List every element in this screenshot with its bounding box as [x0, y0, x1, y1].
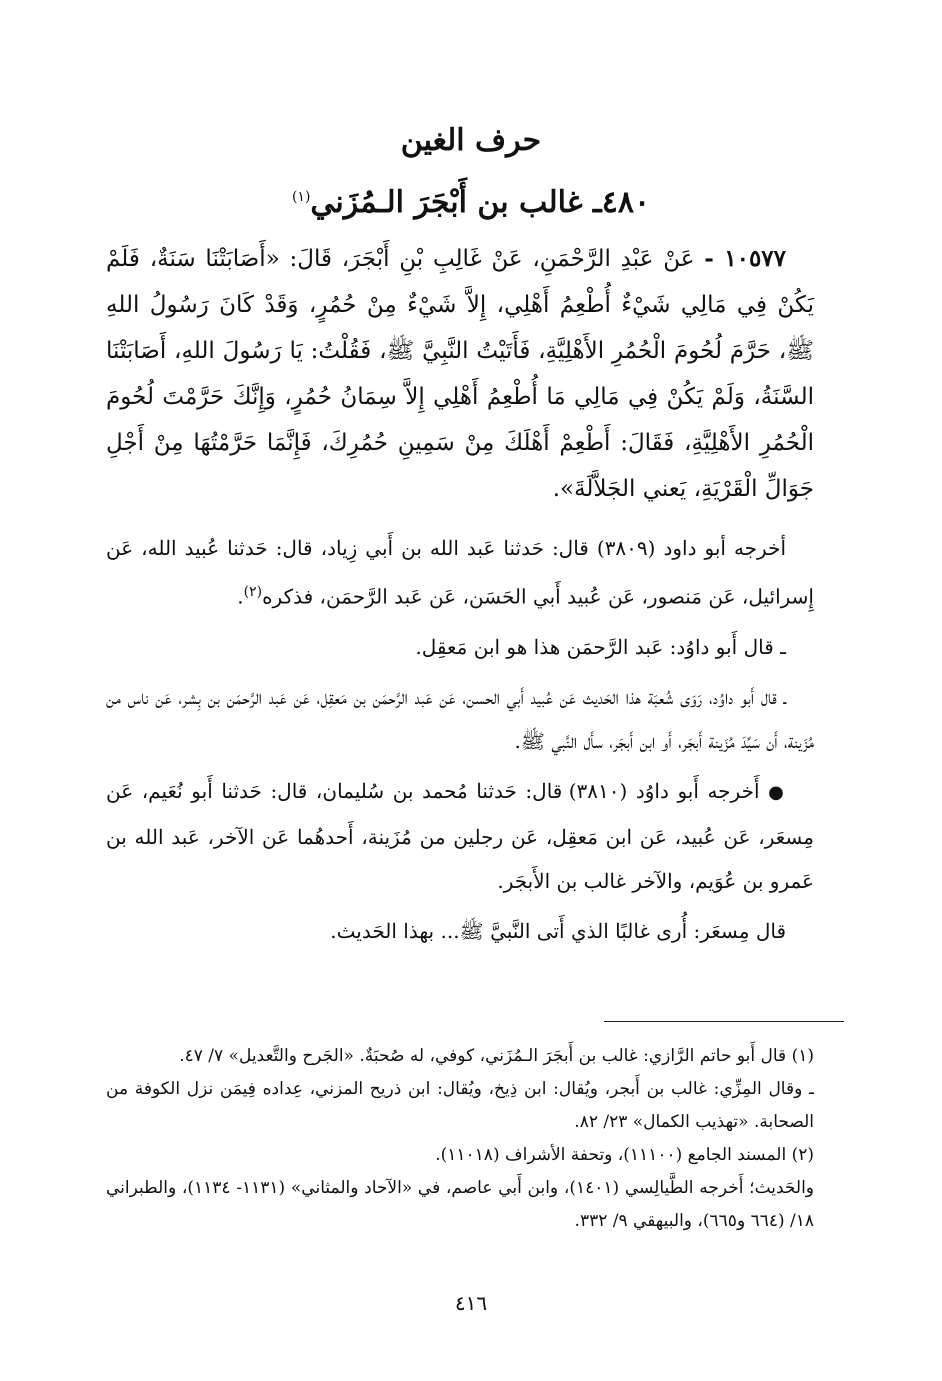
footnote-1-continued: ـ وقال المِزِّي: غالب بن أَبجر، ويُقال: ابن ذِيخ، ويُقال: ابن ذريح المزني، عِداده فِيمَن نزل الكوفة من الصحابة. «تهذيب الكمال» ٢٣/ ٨٢.	[106, 1079, 814, 1132]
commentary-abu-dawud-note-1	[106, 625, 814, 669]
commentary-text: أخرجه أبو داود (٣٨٠٩) قال: حَدثنا عَبد الله بن أَبي زِياد، قال: حَدثنا عُبيد الله، عَن إِسرائيل، عَن مَنصور، عَن عُبيد أَبي الحَسَن، عَن عَبد الرَّحمَن، فذكره	[106, 536, 814, 609]
hadith-number: ١٠٥٧٧ -	[704, 245, 787, 272]
bullet-icon: ●	[768, 781, 787, 803]
commentary-text: ـ قال أَبو داوُد، رَوَى شُعبَة هذا الحَديث عَن عُبيد أَبي الحسن، عَن عَبد الرَّحمَن بن مَعقِل، عَن عَبد الرَّحمَن بن بِشر، عَن ناس من مُزَينة، أَن سَيِّدَ مُزَينة أَبجَر، أَو ابن أَبجَر، سأَل النَّبي ﷺ.	[106, 684, 814, 753]
chapter-title: حرف الغين	[400, 123, 542, 158]
footnote-divider	[604, 1021, 844, 1022]
entry-title	[0, 172, 942, 228]
commentary-takhrij	[106, 526, 814, 619]
hadith-chain: عَنْ عَبْدِ الرَّحْمَنِ، عَنْ غَالِبِ بْنِ أَبْجَرَ، قَالَ:	[289, 246, 695, 272]
commentary-text: أَخرجه أَبو داوُد (٣٨١٠) قال: حَدثنا مُحمد بن سُليمان، قال: حَدثنا أَبو نُعَيم، عَن مِسعَر، عَن عُبيد، عَن ابن مَعقِل، عَن رجلين من مُزَينة، أَحدهُما عَن الآخر، عَبد الله بن عَمرو بن عُوَيم، والآخر غالب بن الأَبجَر.	[106, 778, 814, 893]
footnotes	[106, 1040, 814, 1238]
commentary-second-takhrij	[106, 769, 814, 903]
page-number: ٤١٦	[454, 1291, 488, 1315]
footnote-2-continued: والحَديث؛ أَخرجه الطَّيالِسي (١٤٠١)، وابن أَبي عاصم، في «الآحاد والمثاني» (١١٣١- ١١٣٤)، والطبراني ١٨/ (٦٦٤ و٦٦٥)، والبيهقي ٩/ ٣٣٢.	[106, 1178, 814, 1231]
main-text	[106, 236, 814, 953]
footnote-2: (٢) المسند الجامع (١١١٠٠)، وتحفة الأشراف (١١٠١٨).	[435, 1145, 814, 1165]
commentary-misar-note	[106, 909, 814, 953]
entry-footnote-ref: (١)	[291, 189, 311, 205]
commentary-abu-dawud-note-2	[106, 675, 814, 763]
hadith-text: «أَصَابَتْنَا سَنَةٌ، فَلَمْ يَكُنْ فِي مَالِي شَيْءٌ أُطْعِمُ أَهْلِي، إِلاَّ شَيْءٌ مِنْ حُمُرٍ، وَقَدْ كَانَ رَسُولُ اللهِ ﷺ، حَرَّمَ لُحُومَ الْحُمُرِ الأَهْلِيَّةِ، فَأَتَيْتُ النَّبِيَّ ﷺ، فَقُلْتُ: يَا رَسُولَ اللهِ، أَصَابَتْنَا السَّنَةُ، وَلَمْ يَكُنْ فِي مَالِي مَا أُطْعِمُ أَهْلِي إِلاَّ سِمَانُ حُمُرٍ، وَإِنَّكَ حَرَّمْتَ لُحُومَ الْحُمُرِ الأَهْلِيَّةِ، فَقَالَ: أَطْعِمْ أَهْلَكَ مِنْ سَمِينِ حُمُرِكَ، فَإِنَّمَا حَرَّمْتُهَا مِنْ أَجْلِ جَوَالِّ الْقَرْيَةِ، يَعني الجَلاَّلَةَ».	[106, 246, 814, 502]
commentary-tail: .	[237, 584, 244, 609]
commentary-text: ـ قال أَبو داوُد: عَبد الرَّحمَن هذا هو ابن مَعقِل.	[415, 634, 786, 659]
commentary-footnote-ref: (٢)	[243, 584, 263, 600]
entry-title-text: ٤٨٠ـ غالب بن أَبْجَرَ الـمُزَني	[310, 185, 651, 220]
hadith-paragraph	[106, 236, 814, 512]
footnote-1: (١) قال أَبو حاتم الرَّازي: غالب بن أَبجَرَ الـمُزَني، كوفي، له صُحبَةٌ. «الجَرح والتَّعديل» ٧/ ٤٧.	[179, 1046, 814, 1066]
commentary-text: قال مِسعَر: أُرى غالبًا الذي أَتى النَّبيَّ ﷺ... بهذا الحَديث.	[330, 918, 786, 943]
